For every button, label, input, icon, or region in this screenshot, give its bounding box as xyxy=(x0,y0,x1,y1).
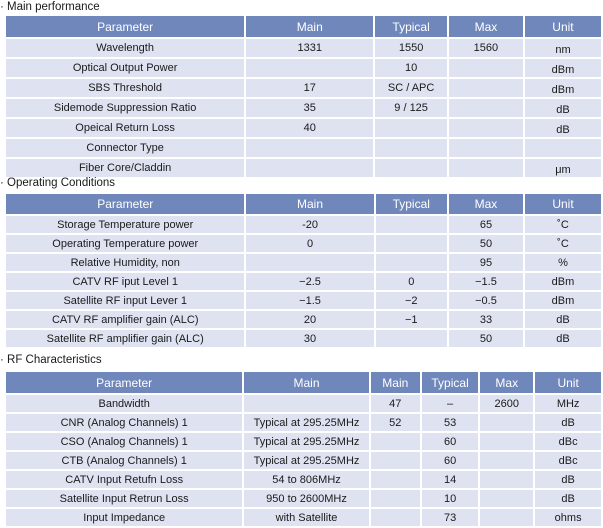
main-2-cell: 52 xyxy=(371,414,420,431)
main-cell: 54 to 806MHz xyxy=(244,471,368,488)
typical-cell: 73 xyxy=(422,509,478,526)
parameter-cell: CNR (Analog Channels) 1 xyxy=(6,414,242,431)
header-parameter: Parameter xyxy=(6,372,242,393)
typical-cell xyxy=(376,235,447,252)
header-typical: Typical xyxy=(422,372,478,393)
header-typical: Typical xyxy=(376,194,447,214)
parameter-cell: CATV RF amplifier gain (ALC) xyxy=(6,311,244,328)
unit-cell: dB xyxy=(525,330,601,347)
main-2-cell xyxy=(371,509,420,526)
table-row xyxy=(6,139,601,157)
table-row xyxy=(6,59,601,77)
typical-cell: 0 xyxy=(376,273,447,290)
main-cell xyxy=(244,395,368,412)
parameter-cell: Satellite RF input Lever 1 xyxy=(6,292,244,309)
typical-cell: 53 xyxy=(422,414,478,431)
header-main: Main xyxy=(246,194,373,214)
unit-cell: dB xyxy=(535,414,601,431)
header-unit: Unit xyxy=(525,194,601,214)
typical-cell: – xyxy=(422,395,478,412)
parameter-cell: Satellite Input Retrun Loss xyxy=(6,490,242,507)
section-title-main-performance: · Main performance xyxy=(0,1,100,13)
parameter-cell: Storage Temperature power xyxy=(6,216,244,233)
unit-cell: dB xyxy=(525,119,601,137)
typical-cell xyxy=(375,139,447,157)
max-cell xyxy=(480,490,533,507)
main-cell: 30 xyxy=(246,330,373,347)
parameter-cell: Connector Type xyxy=(6,139,244,157)
parameter-cell: CTB (Analog Channels) 1 xyxy=(6,452,242,469)
main-cell: 0 xyxy=(246,235,373,252)
main-cell: 35 xyxy=(246,99,373,117)
table-row xyxy=(6,79,601,97)
main-2-cell: 47 xyxy=(371,395,420,412)
max-cell: 50 xyxy=(449,330,523,347)
typical-cell xyxy=(376,330,447,347)
rf-characteristics-table xyxy=(4,370,603,528)
parameter-cell: Input Impedance xyxy=(6,509,242,526)
max-cell: 2600 xyxy=(480,395,533,412)
max-cell xyxy=(449,79,523,97)
typical-cell: SC / APC xyxy=(375,79,447,97)
main-cell: 950 to 2600MHz xyxy=(244,490,368,507)
parameter-cell: Satellite RF amplifier gain (ALC) xyxy=(6,330,244,347)
table-row xyxy=(6,235,601,252)
typical-cell xyxy=(376,216,447,233)
table-row xyxy=(6,99,601,117)
unit-cell: nm xyxy=(525,39,601,57)
main-cell xyxy=(246,59,373,77)
table-row xyxy=(6,433,601,450)
main-cell xyxy=(246,254,373,271)
max-cell: −0.5 xyxy=(449,292,523,309)
table-row xyxy=(6,414,601,431)
operating-conditions-table xyxy=(4,192,603,349)
typical-cell xyxy=(375,159,447,177)
table-row xyxy=(6,330,601,347)
parameter-cell: CSO (Analog Channels) 1 xyxy=(6,433,242,450)
unit-cell: ˚C xyxy=(525,235,601,252)
parameter-cell: Sidemode Suppression Ratio xyxy=(6,99,244,117)
table-row xyxy=(6,311,601,328)
unit-cell: MHz xyxy=(535,395,601,412)
max-cell xyxy=(449,99,523,117)
table-row xyxy=(6,119,601,137)
unit-cell xyxy=(525,139,601,157)
unit-cell: dBm xyxy=(525,273,601,290)
main-cell: Typical at 295.25MHz xyxy=(244,452,368,469)
table-row xyxy=(6,452,601,469)
header-max: Max xyxy=(449,16,523,37)
table-row xyxy=(6,395,601,412)
main-cell: 40 xyxy=(246,119,373,137)
typical-cell: 10 xyxy=(375,59,447,77)
max-cell xyxy=(480,433,533,450)
header-parameter: Parameter xyxy=(6,194,244,214)
max-cell: 95 xyxy=(449,254,523,271)
header-unit: Unit xyxy=(525,16,601,37)
unit-cell: μm xyxy=(525,159,601,177)
main-cell: 1331 xyxy=(246,39,373,57)
typical-cell: 60 xyxy=(422,433,478,450)
parameter-cell: Opeical Return Loss xyxy=(6,119,244,137)
header-main: Main xyxy=(244,372,368,393)
max-cell: 65 xyxy=(449,216,523,233)
parameter-cell: Operating Temperature power xyxy=(6,235,244,252)
parameter-cell: Relative Humidity, non xyxy=(6,254,244,271)
table-row xyxy=(6,509,601,526)
unit-cell: dBm xyxy=(525,79,601,97)
unit-cell: ˚C xyxy=(525,216,601,233)
unit-cell: dBm xyxy=(525,292,601,309)
table-row xyxy=(6,159,601,177)
table-row xyxy=(6,273,601,290)
unit-cell: ohms xyxy=(535,509,601,526)
unit-cell: dBc xyxy=(535,433,601,450)
unit-cell: dB xyxy=(535,490,601,507)
max-cell xyxy=(480,471,533,488)
unit-cell: dBc xyxy=(535,452,601,469)
parameter-cell: Optical Output Power xyxy=(6,59,244,77)
typical-cell: 60 xyxy=(422,452,478,469)
main-cell: −1.5 xyxy=(246,292,373,309)
header-main: Main xyxy=(246,16,373,37)
max-cell xyxy=(449,139,523,157)
main-cell: Typical at 295.25MHz xyxy=(244,414,368,431)
main-cell: 17 xyxy=(246,79,373,97)
typical-cell xyxy=(375,119,447,137)
main-cell xyxy=(246,159,373,177)
unit-cell: dB xyxy=(535,471,601,488)
main-2-cell xyxy=(371,433,420,450)
header-typical: Typical xyxy=(375,16,447,37)
max-cell: 33 xyxy=(449,311,523,328)
max-cell xyxy=(449,119,523,137)
main-cell: -20 xyxy=(246,216,373,233)
unit-cell: dB xyxy=(525,311,601,328)
typical-cell xyxy=(376,254,447,271)
unit-cell: % xyxy=(525,254,601,271)
main-2-cell xyxy=(371,471,420,488)
table-row xyxy=(6,471,601,488)
max-cell xyxy=(480,509,533,526)
header-max: Max xyxy=(480,372,533,393)
unit-cell: dB xyxy=(525,99,601,117)
header-unit: Unit xyxy=(535,372,601,393)
table-row xyxy=(6,39,601,57)
unit-cell: dBm xyxy=(525,59,601,77)
main-cell xyxy=(246,139,373,157)
main-cell: −2.5 xyxy=(246,273,373,290)
max-cell xyxy=(449,59,523,77)
max-cell xyxy=(480,452,533,469)
header-max: Max xyxy=(449,194,523,214)
parameter-cell: CATV RF iput Level 1 xyxy=(6,273,244,290)
typical-cell: 14 xyxy=(422,471,478,488)
typical-cell: 9 / 125 xyxy=(375,99,447,117)
parameter-cell: SBS Threshold xyxy=(6,79,244,97)
table-row xyxy=(6,490,601,507)
parameter-cell: CATV Input Retufn Loss xyxy=(6,471,242,488)
header-parameter: Parameter xyxy=(6,16,244,37)
max-cell: −1.5 xyxy=(449,273,523,290)
max-cell xyxy=(480,414,533,431)
main-2-cell xyxy=(371,490,420,507)
header-main-2: Main xyxy=(371,372,420,393)
typical-cell: 1550 xyxy=(375,39,447,57)
table-row xyxy=(6,216,601,233)
section-title-operating-conditions: · Operating Conditions xyxy=(0,177,116,189)
max-cell xyxy=(449,159,523,177)
main-cell: Typical at 295.25MHz xyxy=(244,433,368,450)
table-row xyxy=(6,254,601,271)
parameter-cell: Bandwidth xyxy=(6,395,242,412)
main-performance-table xyxy=(4,14,603,179)
main-cell: 20 xyxy=(246,311,373,328)
typical-cell: 10 xyxy=(422,490,478,507)
parameter-cell: Fiber Core/Claddin xyxy=(6,159,244,177)
typical-cell: −2 xyxy=(376,292,447,309)
parameter-cell: Wavelength xyxy=(6,39,244,57)
section-title-rf-characteristics: · RF Characteristics xyxy=(0,354,102,366)
typical-cell: −1 xyxy=(376,311,447,328)
table-row xyxy=(6,292,601,309)
max-cell: 1560 xyxy=(449,39,523,57)
max-cell: 50 xyxy=(449,235,523,252)
main-cell: with Satellite xyxy=(244,509,368,526)
main-2-cell xyxy=(371,452,420,469)
